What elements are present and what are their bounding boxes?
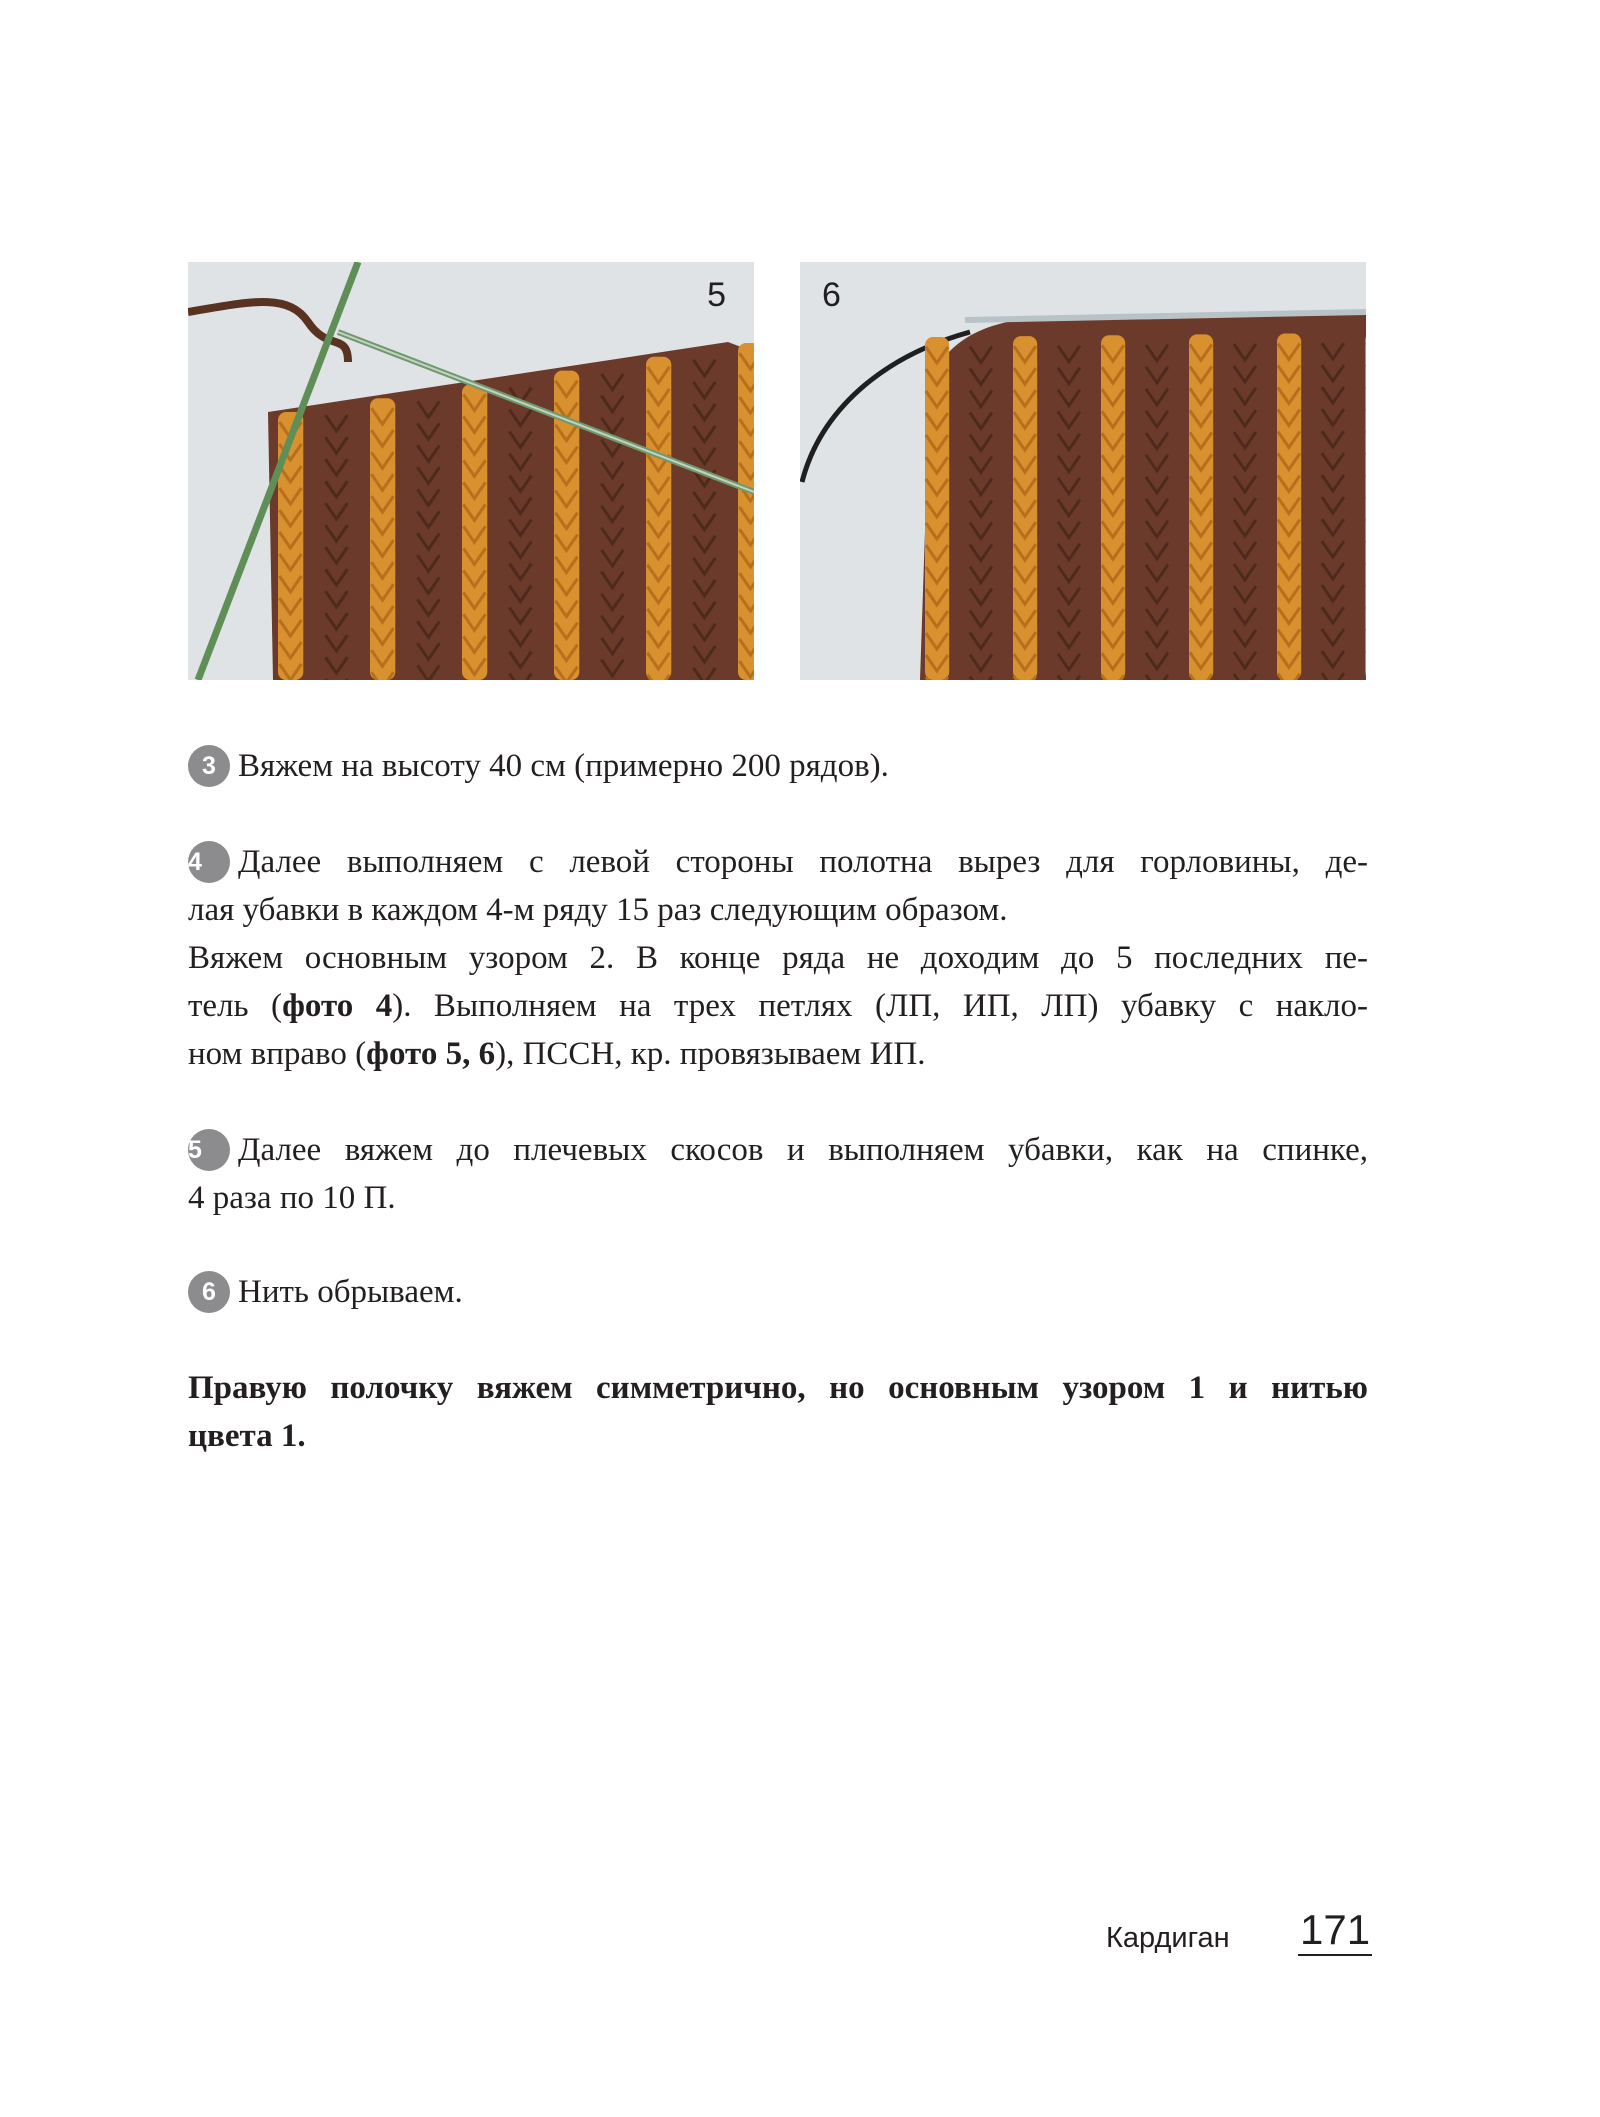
step-3-text: Вяжем на высоту 40 см (примерно 200 рядов). [238, 748, 889, 784]
photo-number-5: 5 [707, 276, 726, 314]
photo-ref-4: фото 4 [282, 988, 393, 1024]
photo-ref-5-6: фото 5, 6 [366, 1036, 496, 1072]
step-6 [188, 1268, 1368, 1316]
step-5-badge: 5 [188, 1129, 230, 1171]
step-5 [188, 1126, 1368, 1222]
knitting-photo-6-image [800, 262, 1366, 680]
step-4-badge: 4 [188, 841, 230, 883]
step-3 [188, 742, 1368, 790]
step-6-text: Нить обрываем. [238, 1274, 463, 1310]
step-4-line-5: ном вправо (фото 5, 6), ПССН, кр. провязываем ИП. [188, 1036, 926, 1072]
knitting-photo-5-image [188, 262, 754, 680]
step-4-line-2: лая убавки в каждом 4-м ряду 15 раз следующим образом. [188, 892, 1008, 928]
final-note-line-1: Правую полочку вяжем симметрично, но основным узором 1 и нитью [188, 1370, 1368, 1406]
step-5-line-1: 5 Далее вяжем до плечевых скосов и выполняем убавки, как на спинке, [188, 1126, 1368, 1174]
step-5-line-2: 4 раза по 10 П. [188, 1180, 396, 1216]
step-4-line-3: Вяжем основным узором 2. В конце ряда не доходим до 5 последних пе- [188, 940, 1368, 976]
step-4 [188, 838, 1368, 1078]
step-4-line-4: тель (фото 4). Выполняем на трех петлях (ЛП, ИП, ЛП) убавку с накло- [188, 988, 1368, 1024]
final-note [188, 1364, 1368, 1460]
knitting-photo-5 [188, 262, 754, 680]
page-number: 171 [1298, 1906, 1372, 1956]
step-4-line-1: 4 Далее выполняем с левой стороны полотна вырез для горловины, де- [188, 838, 1368, 886]
step-6-badge: 6 [188, 1271, 230, 1313]
knitting-photo-6 [800, 262, 1366, 680]
footer-section-title: Кардиган [1106, 1922, 1230, 1954]
step-3-badge: 3 [188, 745, 230, 787]
photo-number-6: 6 [822, 276, 841, 314]
final-note-line-2: цвета 1. [188, 1418, 306, 1454]
